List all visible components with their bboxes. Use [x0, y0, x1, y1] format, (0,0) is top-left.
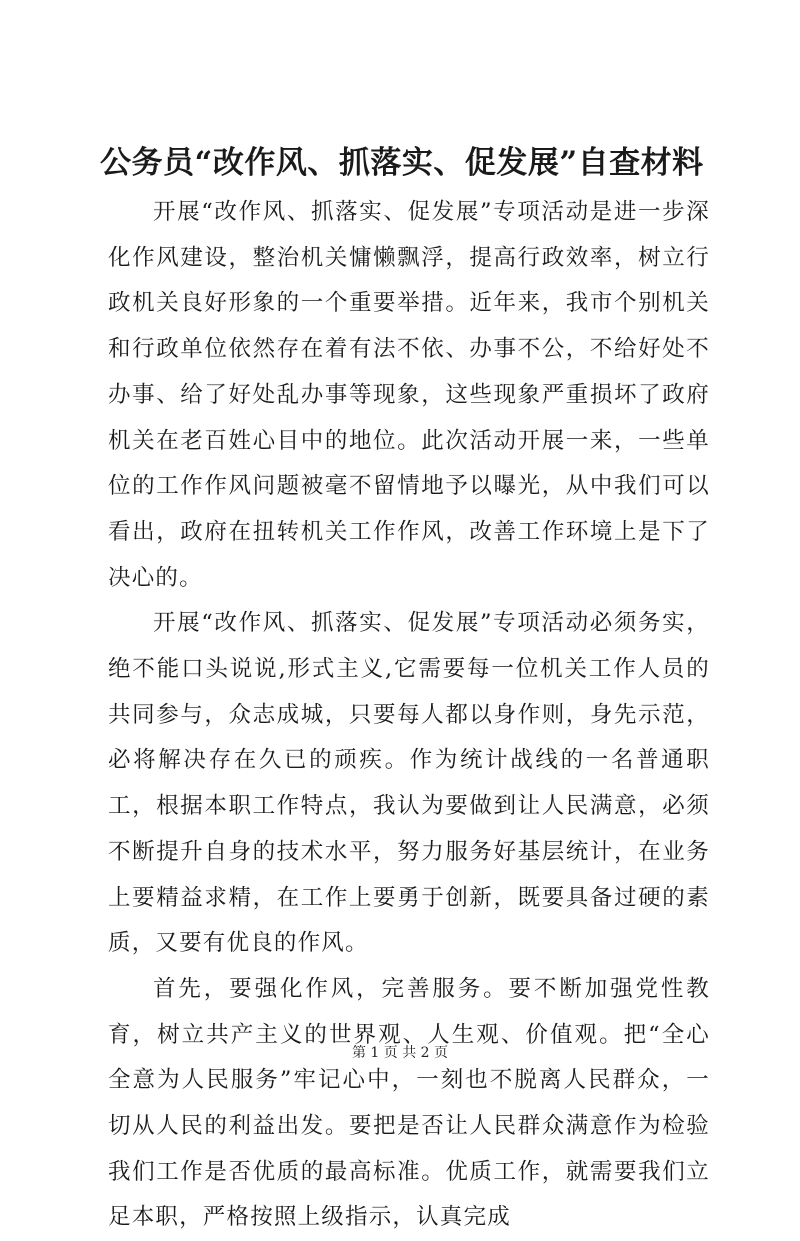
paragraph-3: 首先，要强化作风，完善服务。要不断加强党性教育，树立共产主义的世界观、人生观、价值观。把“全心全意为人民服务”牢记心中，一刻也不脱离人民群众，一切从人民的利益出发。要把是否让人民群众满意作为检验我们工作是否优质的最高标准。优质工作，就需要我们立足本职，严格按照上级指示，认真完成	[108, 975, 710, 1231]
document-body	[108, 190, 710, 1241]
document-title: 公务员“改作风、抓落实、促发展”自查材料	[100, 145, 704, 181]
paragraph-2: 开展“改作风、抓落实、促发展”专项活动必须务实，绝不能口头说说,形式主义,它需要每一位机关工作人员的共同参与，众志成城，只要每人都以身作则，身先示范，必将解决存在久已的顽疾。作为统计战线的一名普通职工，根据本职工作特点，我认为要做到让人民满意，必须不断提升自身的技术水平，努力服务好基层统计，在业务上要精益求精，在工作上要勇于创新，既要具备过硬的素质，又要有优良的作风。	[108, 610, 710, 957]
paragraph-1: 开展“改作风、抓落实、促发展”专项活动是进一步深化作风建设，整治机关慵懒飘浮，提高行政效率，树立行政机关良好形象的一个重要举措。近年来，我市个别机关和行政单位依然存在着有法不依、办事不公，不给好处不办事、给了好处乱办事等现象，这些现象严重损坏了政府机关在老百姓心目中的地位。此次活动开展一来，一些单位的工作作风问题被毫不留情地予以曝光，从中我们可以看出，政府在扭转机关工作作风，改善工作环境上是下了决心的。	[108, 199, 710, 591]
page-footer: 第 1 页 共 2 页	[351, 1045, 449, 1061]
